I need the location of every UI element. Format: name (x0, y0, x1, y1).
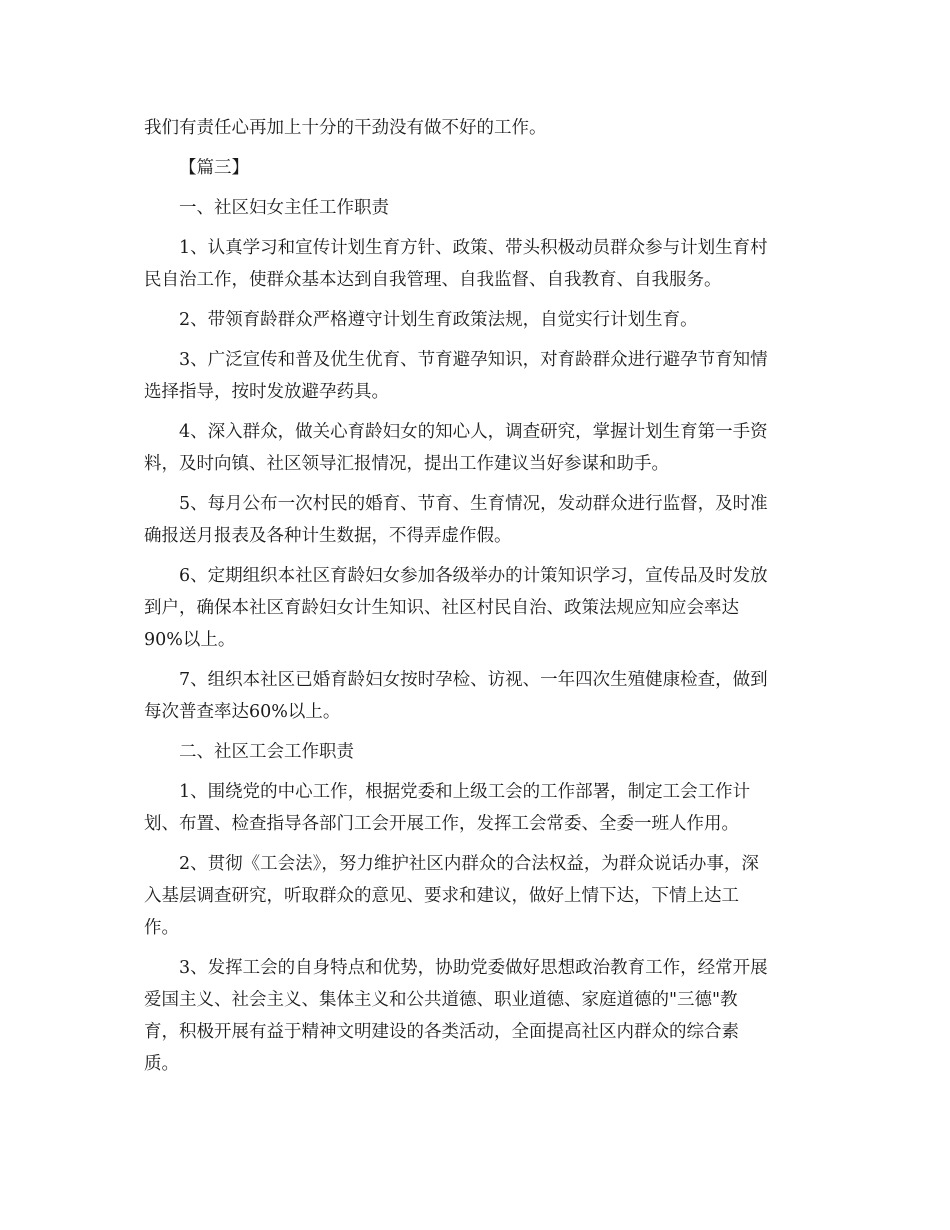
text-line: 质。 (144, 1054, 179, 1074)
document-page (144, 112, 808, 1088)
text-line: 我们有责任心再加上十分的干劲没有做不好的工作。 (144, 118, 547, 138)
paragraph (144, 952, 808, 1080)
text-line: 6、定期组织本社区育龄妇女参加各级举办的计策知识学习，宣传品及时发放 (179, 566, 768, 586)
text-line: 作。 (144, 918, 179, 938)
text-line: 入基层调查研究，听取群众的意见、要求和建议，做好上情下达，下情上达工 (144, 886, 739, 906)
text-line: 爱国主义、社会主义、集体主义和公共道德、职业道德、家庭道德的"三德"教 (144, 990, 738, 1010)
text-line: 90%以上。 (144, 630, 236, 650)
paragraph (144, 736, 808, 768)
text-line: 【篇三】 (179, 158, 249, 178)
paragraph (144, 664, 808, 728)
text-line: 二、社区工会工作职责 (179, 742, 354, 762)
text-line: 一、社区妇女主任工作职责 (179, 198, 389, 218)
paragraph (144, 488, 808, 552)
text-line: 育，积极开展有益于精神文明建设的各类活动，全面提高社区内群众的综合素 (144, 1022, 739, 1042)
paragraph (144, 344, 808, 408)
paragraph (144, 192, 808, 224)
text-line: 2、贯彻《工会法》，努力维护社区内群众的合法权益，为群众说话办事，深 (179, 854, 759, 874)
text-line: 划、布置、检查指导各部门工会开展工作，发挥工会常委、全委一班人作用。 (144, 814, 739, 834)
paragraph (144, 304, 808, 336)
paragraph (144, 776, 808, 840)
text-line: 4、深入群众，做关心育龄妇女的知心人，调查研究，掌握计划生育第一手资 (179, 422, 768, 442)
paragraph (144, 560, 808, 656)
text-line: 3、发挥工会的自身特点和优势，协助党委做好思想政治教育工作，经常开展 (179, 958, 768, 978)
text-line: 2、带领育龄群众严格遵守计划生育政策法规，自觉实行计划生育。 (179, 310, 698, 330)
paragraph (144, 848, 808, 944)
paragraph (144, 152, 808, 184)
text-line: 确报送月报表及各种计生数据，不得弄虚作假。 (144, 526, 512, 546)
text-line: 3、广泛宣传和普及优生优育、节育避孕知识，对育龄群众进行避孕节育知情 (179, 350, 768, 370)
text-line: 5、每月公布一次村民的婚育、节育、生育情况，发动群众进行监督，及时准 (179, 494, 768, 514)
paragraph (144, 112, 808, 144)
text-line: 到户，确保本社区育龄妇女计生知识、社区村民自治、政策法规应知应会率达 (144, 598, 739, 618)
paragraph (144, 416, 808, 480)
text-line: 1、围绕党的中心工作，根据党委和上级工会的工作部署，制定工会工作计 (179, 782, 751, 802)
paragraph (144, 232, 808, 296)
text-line: 选择指导，按时发放避孕药具。 (144, 382, 389, 402)
text-line: 7、组织本社区已婚育龄妇女按时孕检、访视、一年四次生殖健康检查，做到 (179, 670, 768, 690)
text-line: 民自治工作，使群众基本达到自我管理、自我监督、自我教育、自我服务。 (144, 270, 722, 290)
text-line: 料，及时向镇、社区领导汇报情况，提出工作建议当好参谋和助手。 (144, 454, 669, 474)
text-line: 1、认真学习和宣传计划生育方针、政策、带头积极动员群众参与计划生育村 (179, 238, 768, 258)
text-line: 每次普查率达60%以上。 (144, 702, 341, 722)
